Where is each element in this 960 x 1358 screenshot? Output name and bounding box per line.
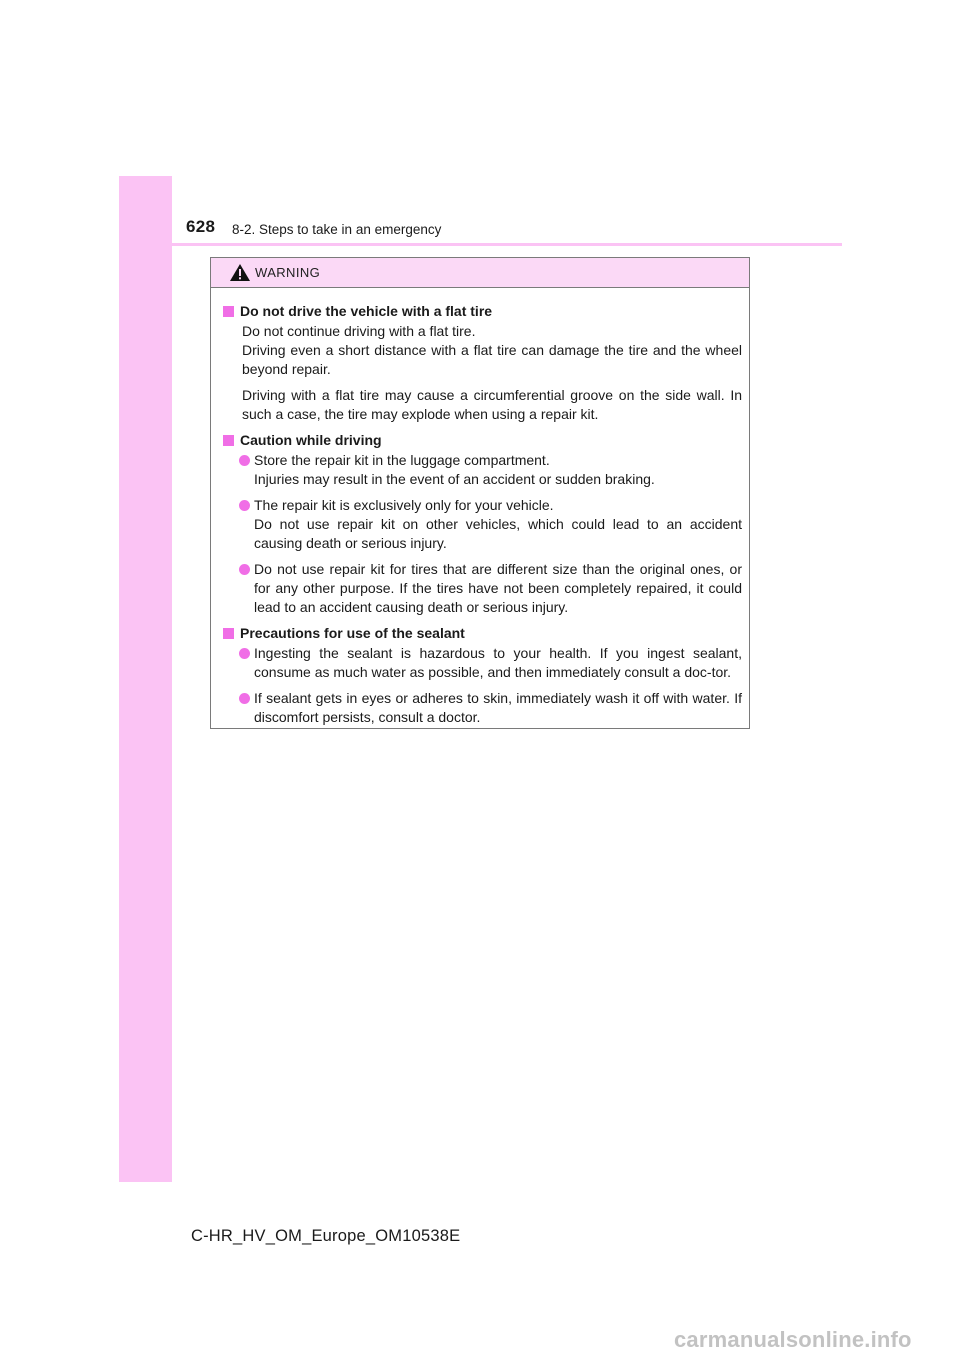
page-number: 628 [186,217,216,236]
page-header [172,176,842,246]
circle-bullet-icon [239,564,250,575]
paragraph: Driving with a flat tire may cause a circumferential groove on the side wall. In such a case, the tire may explode when using a repair kit. [242,387,742,422]
circle-bullet-icon [239,648,250,659]
heading-text: Caution while driving [240,432,382,448]
section-heading [223,302,742,321]
header-rule [119,243,842,246]
list-item: Ingesting the sealant is hazardous to your health. If you ingest sealant, consume as much water as possible, and then immediately consult a doc-tor. [223,644,742,682]
paragraph: Do not continue driving with a flat tire. Driving even a short distance with a flat tire can damage the tire and the wheel beyond repair. [242,323,742,377]
warning-triangle-icon [229,263,251,282]
list-item: Do not use repair kit for tires that are different size than the original ones, or for any other purpose. If the tires have not been completely repaired, it could lead to an accident causing death or serious injury. [223,560,742,617]
warning-label: WARNING [255,265,321,280]
section-heading [223,431,742,450]
warning-header [211,258,749,288]
square-bullet-icon [223,628,234,639]
section-heading [223,624,742,643]
document-code: C-HR_HV_OM_Europe_OM10538E [191,1227,461,1245]
square-bullet-icon [223,306,234,317]
heading-text: Precautions for use of the sealant [240,625,465,641]
section-title: 8-2. Steps to take in an emergency [232,222,442,237]
square-bullet-icon [223,435,234,446]
circle-bullet-icon [239,455,250,466]
list-item: The repair kit is exclusively only for your vehicle. Do not use repair kit on other vehicles, which could lead to an accident causing death or serious injury. [223,496,742,553]
list-item: Store the repair kit in the luggage compartment. Injuries may result in the event of an accident or sudden braking. [223,451,742,489]
warning-box [210,257,750,729]
list-item: If sealant gets in eyes or adheres to skin, immediately wash it off with water. If discomfort persists, consult a doctor. [223,689,742,727]
chapter-side-tab [119,176,172,1182]
heading-text: Do not drive the vehicle with a flat tire [240,303,493,319]
warning-body [211,288,749,727]
circle-bullet-icon [239,500,250,511]
watermark: carmanualsonline.info [674,1327,912,1352]
circle-bullet-icon [239,693,250,704]
